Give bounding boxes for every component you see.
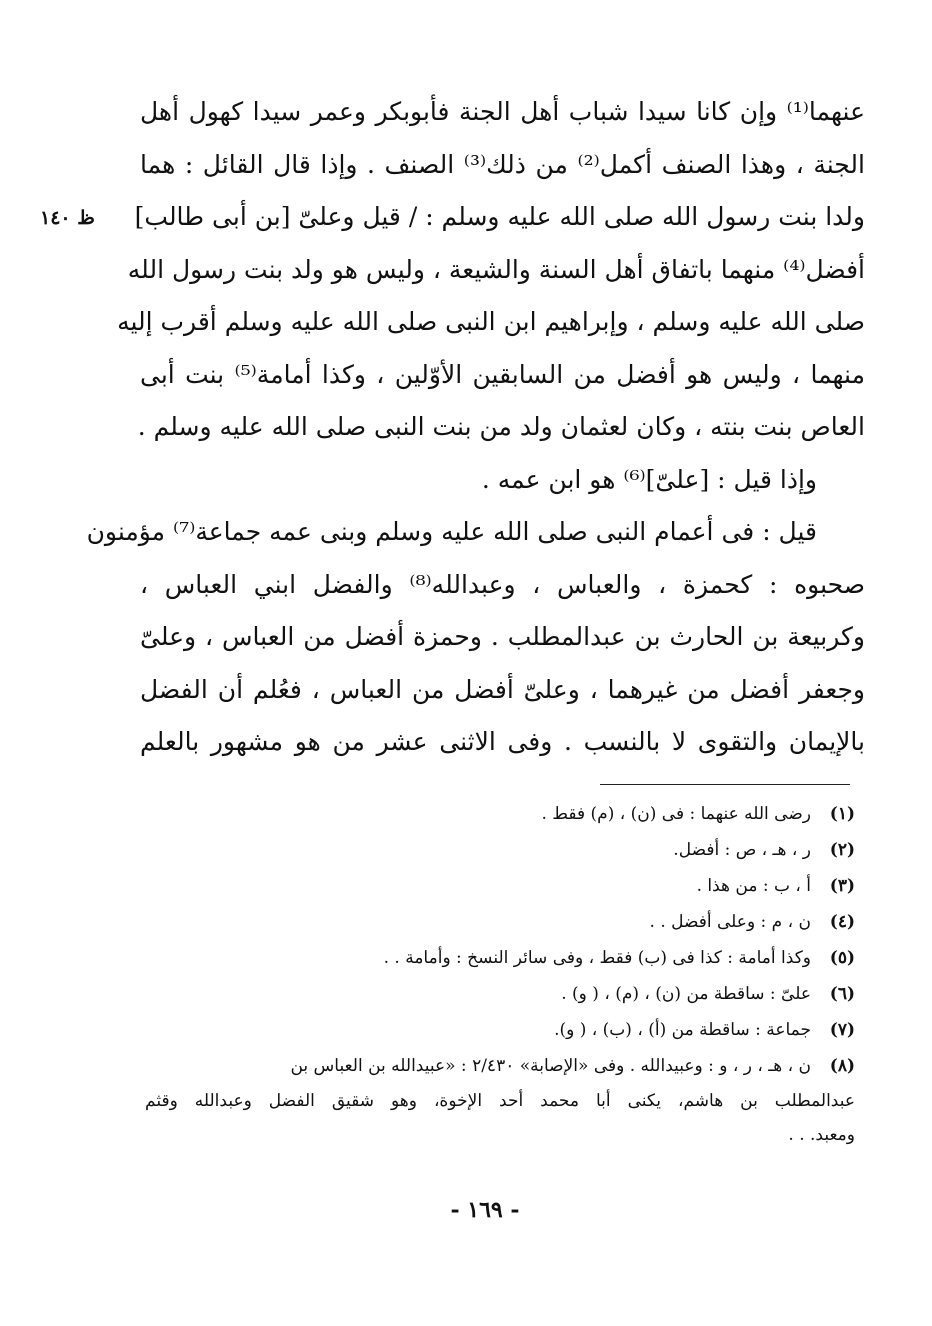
footnotes bbox=[145, 796, 855, 1152]
footnote bbox=[145, 868, 855, 904]
footnote-text: رضى الله عنهما : فى (ن) ، (م) فقط . bbox=[541, 804, 811, 824]
text-line: منهما ، وليس هو أفضل من السابقين الأوّلين ، وكذا أمامة⁽⁵⁾ بنت أبى bbox=[140, 359, 865, 389]
text-line: بالإيمان والتقوى لا بالنسب . وفى الاثنى عشر من هو مشهور بالعلم bbox=[140, 727, 865, 756]
footnote-continuation: ومعبد. . . bbox=[788, 1125, 855, 1145]
footnote-text: ر ، هـ ، ص : أفضل. bbox=[673, 840, 811, 860]
footnote bbox=[145, 940, 855, 976]
text-line: وإذا قيل : [علىّ]⁽⁶⁾ هو ابن عمه . bbox=[481, 464, 817, 494]
footnote-number: (١) bbox=[829, 804, 855, 824]
text-line: عنهما⁽¹⁾ وإن كانا سيدا شباب أهل الجنة فأبوبكر وعمر سيدا كهول أهل bbox=[140, 97, 865, 126]
text-line: صحبوه : كحمزة ، والعباس ، وعبدالله⁽⁸⁾ والفضل ابني العباس ، bbox=[140, 569, 866, 599]
footnote-number: (٢) bbox=[829, 840, 855, 860]
footnote bbox=[145, 832, 855, 868]
footnote-number: (٦) bbox=[829, 984, 855, 1004]
text-line: ولدا بنت رسول الله صلى الله عليه وسلم : / قيل وعلىّ [بن أبى طالب] bbox=[134, 202, 865, 231]
footnote-number: (٥) bbox=[829, 948, 855, 968]
footnote-text: جماعة : ساقطة من (أ) ، (ب) ، ( و). bbox=[554, 1020, 811, 1040]
footnote-number: (٣) bbox=[829, 876, 855, 896]
text-line: أفضل⁽⁴⁾ منهما باتفاق أهل السنة والشيعة ، وليس هو ولد بنت رسول الله bbox=[127, 254, 865, 284]
footnote bbox=[145, 796, 855, 832]
manuscript-folio-note: ظ ١٤٠ bbox=[40, 207, 95, 229]
text-line: العاص بنت بنته ، وكان لعثمان ولد من بنت النبى صلى الله عليه وسلم . bbox=[137, 412, 865, 441]
text-line: وكربيعة بن الحارث بن عبدالمطلب . وحمزة أفضل من العباس ، وعلىّ bbox=[140, 622, 865, 651]
footnote bbox=[145, 1048, 855, 1084]
footnote bbox=[145, 1012, 855, 1048]
text-line: الجنة ، وهذا الصنف أكمل⁽²⁾ من ذلك⁽³⁾ الصنف . وإذا قال القائل : هما bbox=[140, 149, 865, 179]
footnote-number: (٨) bbox=[829, 1056, 855, 1076]
footnote-text: أ ، ب : من هذا . bbox=[696, 876, 811, 896]
footnote-text: علىّ : ساقطة من (ن) ، (م) ، ( و) . bbox=[561, 984, 811, 1004]
footnote-number: (٧) bbox=[829, 1020, 855, 1040]
footnote-text: ن ، هـ ، ر ، و : وعبيدالله . وفى «الإصابة» ٢/٤٣٠ : «عبيدالله بن العباس بن bbox=[290, 1056, 811, 1076]
footnote-separator bbox=[600, 784, 850, 785]
footnote-text: ن ، م : وعلى أفضل . . bbox=[649, 912, 811, 932]
text-line: وجعفر أفضل من غيرهما ، وعلىّ أفضل من العباس ، فعُلم أن الفضل bbox=[140, 674, 865, 704]
footnote-number: (٤) bbox=[829, 912, 855, 932]
footnote-text: وكذا أمامة : كذا فى (ب) فقط ، وفى سائر النسخ : وأمامة . . bbox=[383, 948, 811, 968]
main-text bbox=[86, 86, 866, 769]
text-line: صلى الله عليه وسلم ، وإبراهيم ابن النبى صلى الله عليه وسلم أقرب إليه bbox=[117, 307, 865, 336]
page-number: - ١٦٩ - bbox=[450, 1197, 520, 1223]
footnote bbox=[145, 976, 855, 1012]
footnote bbox=[145, 904, 855, 940]
text-line: قيل : فى أعمام النبى صلى الله عليه وسلم وبنى عمه جماعة⁽⁷⁾ مؤمنون bbox=[86, 517, 817, 546]
footnote-continuation: عبدالمطلب بن هاشم، يكنى أبا محمد أحد الإخوة، وهو شقيق الفضل وعبدالله وقثم bbox=[145, 1091, 855, 1111]
